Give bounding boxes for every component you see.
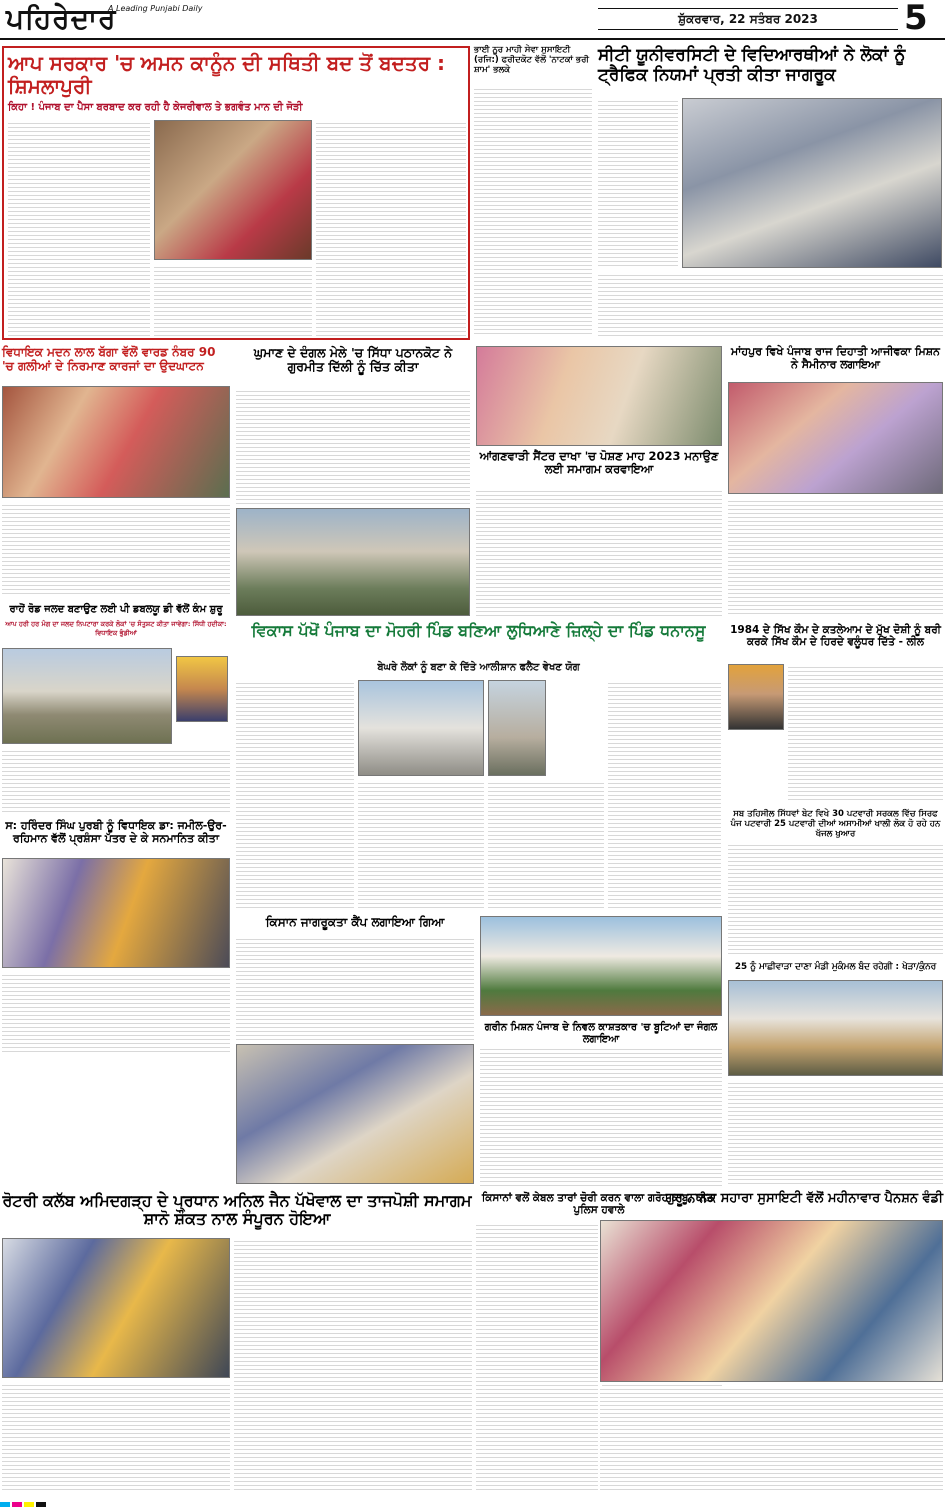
- article-headline: ਮਾਂਹਪੁਰ ਵਿਖੇ ਪੰਜਾਬ ਰਾਜ ਦਿਹਾਤੀ ਆਜੀਵਕਾ ਮਿਸ਼ਨ ਨੇ ਸੈਮੀਨਾਰ ਲਗਾਇਆ: [731, 345, 940, 371]
- article-aanganwadi: [476, 346, 722, 618]
- article-mahpur-seminar: [728, 346, 943, 618]
- article-1984: [728, 624, 943, 804]
- article-photo: [728, 980, 943, 1076]
- article-green-mission: [480, 916, 722, 1188]
- article-headline: ਕਿਸਾਨਾਂ ਵਲੋਂ ਕੇਬਲ ਤਾਰਾਂ ਚੋਰੀ ਕਰਨ ਵਾਲਾ ਗਰੋਹ ਕਾਬੂ, ਕੀਤਾ ਪੁਲਿਸ ਹਵਾਲੇ: [481, 1192, 717, 1217]
- lead-article-box: [2, 46, 470, 340]
- article-headline: ਗਰੀਨ ਮਿਸ਼ਨ ਪੰਜਾਬ ਦੇ ਨਿਵਲ ਕਾਸ਼ਤਕਾਰ 'ਚ ਬੂਟਿਆਂ ਦਾ ਜੰਗਲ ਲਗਾਇਆ: [484, 1022, 718, 1045]
- masthead: [0, 0, 945, 40]
- article-nur-mahi: [474, 46, 592, 340]
- yellow-swatch: [24, 1502, 34, 1507]
- article-body: [2, 972, 230, 1052]
- page-number: 5: [904, 0, 928, 38]
- article-photo: [728, 382, 943, 494]
- newspaper-logo: ਪਹਿਰੇਦਾਰ: [6, 2, 117, 35]
- article-body: [788, 664, 943, 802]
- article-subheadline: ਆਪ ਹਰੀ ਹਰ ਮੰਗ ਦਾ ਜਲਦ ਨਿਪਟਾਰਾ ਕਰਕੇ ਲੋਕਾਂ 'ਚ ਸੰਤੁਸ਼ਟ ਕੀਤਾ ਜਾਵੇਗਾ: ਸਿੱਧੀ ਹਦੀਕਾ: ਵਿਧਾਇਕ ਭੁੰਡੀਆਂ: [5, 620, 227, 637]
- issue-date: ਸ਼ੁੱਕਰਵਾਰ, 22 ਸਤੰਬਰ 2023: [598, 8, 898, 30]
- article-headline: ਕਿਸਾਨ ਜਾਗਰੂਕਤਾ ਕੈਂਪ ਲਗਾਇਆ ਗਿਆ: [265, 915, 445, 929]
- article-body: [598, 98, 678, 266]
- article-machhiwara-mandi: [728, 962, 943, 1188]
- article-kisan-camp: [236, 916, 474, 1188]
- article-headline: 25 ਨੂੰ ਮਾਛੀਵਾੜਾ ਦਾਣਾ ਮੰਡੀ ਮੁਕੰਮਲ ਬੰਦ ਰਹੇਗੀ : ਖੇੜਾ/ਕੁੰਨਰ: [734, 962, 937, 972]
- leader-portrait: [728, 664, 784, 730]
- article-pension: [665, 1191, 943, 1492]
- article-headline: ਗੁਰੂ ਨਾਨਕ ਸਹਾਰਾ ਸੁਸਾਇਟੀ ਵੱਲੋਂ ਮਹੀਨਾਵਾਰ ਪੈਨਸ਼ਨ ਵੰਡੀ: [665, 1191, 943, 1206]
- article-dhanansu: [236, 622, 721, 912]
- article-headline: ਸਬ ਤਹਿਸੀਲ ਸਿੱਧਵਾਂ ਬੇਟ ਵਿਖੇ 30 ਪਟਵਾਰੀ ਸਰਕਲ ਵਿੱਚ ਸਿਰਫ ਪੰਜ ਪਟਵਾਰੀ 25 ਪਟਵਾਰੀ ਦੀਆਂ ਅਸਾਮੀਆਂ ਖਾਲੀ ਲੋਕ ਹੋ ਰਹੇ ਹਨ ਖੱਜਲ ਖੁਆਰ: [730, 809, 941, 839]
- article-body-col1: [476, 1222, 598, 1490]
- article-photo: [236, 1044, 474, 1184]
- article-rahon-road: [2, 604, 230, 814]
- lead-body-col1: [8, 120, 150, 336]
- cyan-swatch: [0, 1502, 10, 1507]
- lead-subheadline: ਕਿਹਾ ! ਪੰਜਾਬ ਦਾ ਪੈਸਾ ਬਰਬਾਦ ਕਰ ਰਹੀ ਹੈ ਕੇਜਰੀਵਾਲ ਤੇ ਭਗਵੰਤ ਮਾਨ ਦੀ ਜੋੜੀ: [8, 102, 303, 113]
- article-headline: ਘੁਮਾਣ ਦੇ ਦੰਗਲ ਮੇਲੇ 'ਚ ਸਿੱਧਾ ਪਠਾਨਕੋਟ ਨੇ ਗੁਰਮੀਤ ਦਿੱਲੀ ਨੂੰ ਚਿੱਤ ਕੀਤਾ: [253, 345, 453, 375]
- article-purbi-honour: [2, 820, 230, 1054]
- article-body: [474, 86, 592, 336]
- article-body: [2, 748, 230, 812]
- article-headline: 1984 ਦੇ ਸਿੱਖ ਕੌਮ ਦੇ ਕਤਲੇਆਮ ਦੇ ਮੁੱਖ ਦੋਸ਼ੀ ਨੂੰ ਬਰੀ ਕਰਕੇ ਸਿੱਖ ਕੌਮ ਦੇ ਹਿਰਦੇ ਵਲੂੰਧਰ ਦਿੱਤੇ - ਲੀਲ: [730, 624, 941, 649]
- black-swatch: [36, 1502, 46, 1507]
- article-body: [728, 498, 943, 616]
- mla-portrait: [176, 656, 228, 722]
- article-photo-2: [488, 680, 546, 776]
- article-photo: [2, 1238, 230, 1378]
- article-body: [600, 1386, 943, 1490]
- article-body-col1: [236, 680, 354, 910]
- article-photo: [600, 1220, 943, 1382]
- article-ct-university: [598, 46, 943, 340]
- lead-photo: [154, 120, 312, 260]
- lead-body-col3: [316, 120, 466, 336]
- article-headline: ਸੀਟੀ ਯੂਨੀਵਰਸਿਟੀ ਦੇ ਵਿਦਿਆਰਥੀਆਂ ਨੇ ਲੋਕਾਂ ਨੂੰ ਟ੍ਰੈਫਿਕ ਨਿਯਮਾਂ ਪ੍ਰਤੀ ਕੀਤਾ ਜਾਗਰੂਕ: [598, 45, 906, 85]
- article-patwari: [728, 810, 943, 958]
- article-body-col2: [358, 780, 484, 910]
- article-headline: ਰੋਟਰੀ ਕਲੱਬ ਅਮਿਦਗੜ੍ਹ ਦੇ ਪ੍ਰਧਾਨ ਅਨਿਲ ਜੈਨ ਪੱਖੋਵਾਲ ਦਾ ਤਾਜਪੋਸ਼ੀ ਸਮਾਗਮ ਸ਼ਾਨੋ ਸ਼ੌਕਤ ਨਾਲ ਸੰਪੂਰਨ ਹੋਇਆ: [2, 1191, 472, 1229]
- article-photo: [2, 648, 172, 744]
- article-body-col3: [488, 780, 604, 910]
- article-body-col2: [234, 1238, 472, 1490]
- article-photo: [480, 916, 722, 1016]
- registration-marks: [0, 1497, 945, 1507]
- article-photo: [682, 98, 942, 268]
- article-body: [476, 488, 722, 616]
- article-photo: [236, 508, 470, 616]
- article-body: [2, 502, 230, 596]
- article-body-lower: [598, 272, 943, 338]
- article-subheadline: ਬੇਘਰੇ ਲੋਕਾਂ ਨੂੰ ਬਣਾ ਕੇ ਦਿੱਤੇ ਆਲੀਸ਼ਾਨ ਫਲੈਟ ਵੇਖਣ ਯੋਗ: [377, 662, 580, 673]
- article-headline: ਭਾਈ ਨੂਰ ਮਾਹੀ ਸੇਵਾ ਸੁਸਾਇਟੀ (ਰਜਿ:) ਫਰੀਦਕੋਟ ਵੱਲੋਂ 'ਨਾਟਕਾਂ ਭਰੀ ਸ਼ਾਮ' ਭਲਕੇ: [474, 45, 589, 75]
- article-body: [236, 388, 470, 504]
- article-headline: ਰਾਹੋਂ ਰੋਡ ਜਲਦ ਬਣਾਉਣ ਲਈ ਪੀ ਡਬਲਯੂ ਡੀ ਵੱਲੋਂ ਕੰਮ ਸ਼ੁਰੂ: [9, 604, 223, 615]
- article-photo: [2, 386, 230, 498]
- article-photo: [476, 346, 722, 446]
- lead-headline: ਆਪ ਸਰਕਾਰ 'ਚ ਅਮਨ ਕਾਨੂੰਨ ਦੀ ਸਥਿਤੀ ਬਦ ਤੋਂ ਬਦਤਰ : ਸ਼ਿਮਲਾਪੁਰੀ: [8, 51, 446, 98]
- article-photo: [2, 858, 230, 968]
- article-body: [728, 842, 943, 956]
- article-body-col1: [2, 1382, 230, 1490]
- article-headline: ਵਿਧਾਇਕ ਮਦਨ ਲਾਲ ਬੱਗਾ ਵੱਲੋਂ ਵਾਰਡ ਨੰਬਰ 90 'ਚ ਗਲੀਆਂ ਦੇ ਨਿਰਮਾਣ ਕਾਰਜਾਂ ਦਾ ਉਦਘਾਟਨ: [2, 345, 216, 373]
- article-photo-1: [358, 680, 484, 776]
- article-body: [480, 1046, 722, 1186]
- article-headline: ਵਿਕਾਸ ਪੱਖੋਂ ਪੰਜਾਬ ਦਾ ਮੋਹਰੀ ਪਿੰਡ ਬਣਿਆ ਲੁਧਿਆਣੇ ਜ਼ਿਲ੍ਹੇ ਦਾ ਪਿੰਡ ਧਨਾਨਸੂ: [251, 621, 706, 640]
- article-body: [236, 936, 474, 1040]
- article-body-col4: [608, 680, 721, 910]
- article-body: [728, 1080, 943, 1186]
- lead-body-col2: [154, 264, 312, 336]
- article-headline: ਸ: ਹਰਿੰਦਰ ਸਿੰਘ ਪੁਰਬੀ ਨੂੰ ਵਿਧਾਇਕ ਡਾ: ਜਮੀਲ-ਉਰ-ਰਹਿਮਾਨ ਵੱਲੋਂ ਪ੍ਰਸ਼ੰਸਾ ਪੱਤਰ ਦੇ ਕੇ ਸਨਮਾਨਿਤ ਕੀਤਾ: [5, 819, 227, 845]
- article-bagga: [2, 346, 230, 598]
- magenta-swatch: [12, 1502, 22, 1507]
- article-headline: ਆਂਗਣਵਾੜੀ ਸੈਂਟਰ ਦਾਖਾ 'ਚ ਪੋਸ਼ਣ ਮਾਹ 2023 ਮਨਾਉਣ ਲਈ ਸਮਾਗਮ ਕਰਵਾਇਆ: [479, 449, 719, 477]
- article-ghuman-dangal: [236, 346, 470, 618]
- tagline: A Leading Punjabi Daily: [108, 4, 203, 13]
- article-rotary-club: [2, 1192, 472, 1492]
